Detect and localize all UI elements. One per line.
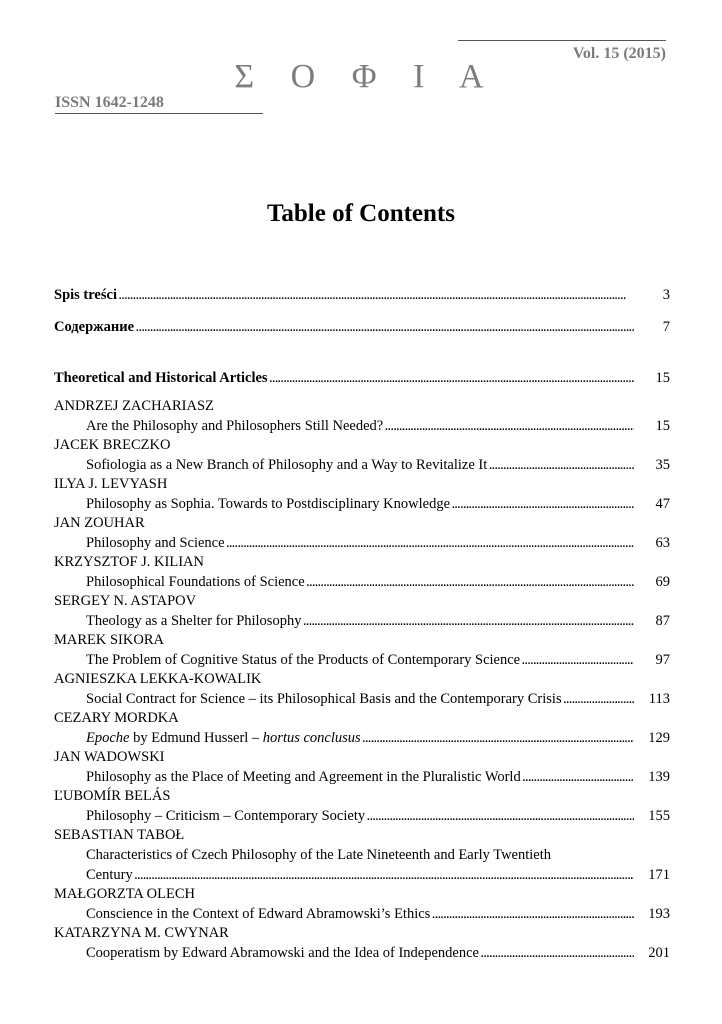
toc-entry[interactable] xyxy=(54,767,670,787)
header-rule xyxy=(458,40,666,41)
toc-entry-title: Philosophy as Sophia. Towards to Postdisciplinary Knowledge xyxy=(86,496,451,512)
toc-entry[interactable] xyxy=(54,904,670,924)
title-italic-epoche: Epoche xyxy=(86,730,130,746)
toc-entry-title: Conscience in the Context of Edward Abramowski’s Ethics xyxy=(86,906,431,922)
toc-page-number: 201 xyxy=(648,945,670,961)
title-italic-hortus: hortus conclusus xyxy=(262,730,361,746)
journal-logo: Σ Ο Φ Ι Α xyxy=(234,58,498,95)
toc-entry[interactable] xyxy=(54,416,670,436)
toc-entry[interactable] xyxy=(54,943,670,963)
toc-entry[interactable] xyxy=(54,455,670,475)
toc-entry[interactable] xyxy=(54,728,670,748)
title-middle: by Edmund Husserl – xyxy=(129,730,263,746)
toc-author: MAŁGORZTA OLECH xyxy=(54,886,196,902)
toc-entry-title: Philosophy and Science xyxy=(86,535,225,551)
toc-page-number: 63 xyxy=(655,535,670,551)
toc-author: JAN WADOWSKI xyxy=(54,749,165,765)
section-label: Theoretical and Historical Articles xyxy=(54,370,268,386)
toc-entry[interactable] xyxy=(54,865,670,885)
toc-author: KATARZYNA M. CWYNAR xyxy=(54,925,229,941)
toc-page-number: 193 xyxy=(648,906,670,922)
toc-entry-label: Содержание xyxy=(54,319,135,335)
toc-author: CEZARY MORDKA xyxy=(54,710,179,726)
page-title: Table of Contents xyxy=(267,200,455,227)
volume-label: Vol. 15 (2015) xyxy=(572,45,666,62)
toc-entry-title: Social Contract for Science – its Philosophical Basis and the Contemporary Crisis xyxy=(86,691,562,707)
toc-author: SEBASTIAN TABOŁ xyxy=(54,827,185,843)
toc-entry-title: Are the Philosophy and Philosophers Still Needed? xyxy=(86,418,384,434)
toc-entry-title: Philosophy as the Place of Meeting and Agreement in the Pluralistic World xyxy=(86,769,521,785)
toc-author: ĽUBOMÍR BELÁS xyxy=(54,788,171,804)
toc-page-number: 35 xyxy=(655,457,670,473)
toc-entry[interactable] xyxy=(54,689,670,709)
toc-entry[interactable] xyxy=(54,806,670,826)
toc-author: AGNIESZKA LEKKA-KOWALIK xyxy=(54,671,262,687)
toc-page-number: 69 xyxy=(655,574,670,590)
toc-page-number: 15 xyxy=(655,370,670,386)
toc-page-number: 47 xyxy=(655,496,670,512)
toc-author: JACEK BRECZKO xyxy=(54,437,171,453)
toc-entry-title: Theology as a Shelter for Philosophy xyxy=(86,613,302,629)
toc-entry-title-line2: Century xyxy=(86,867,133,883)
toc-author: JAN ZOUHAR xyxy=(54,515,145,531)
toc-entry[interactable] xyxy=(54,494,670,514)
toc-author: SERGEY N. ASTAPOV xyxy=(54,593,197,609)
toc-entry-title: Cooperatism by Edward Abramowski and the Idea of Independence xyxy=(86,945,479,961)
toc-author: KRZYSZTOF J. KILIAN xyxy=(54,554,204,570)
toc-page-number: 3 xyxy=(662,287,670,303)
toc-entry[interactable] xyxy=(54,572,670,592)
toc-page-number: 139 xyxy=(648,769,670,785)
toc-page-number: 7 xyxy=(662,319,670,335)
toc-section-heading[interactable] xyxy=(54,368,670,388)
toc-page-number: 171 xyxy=(648,867,670,883)
toc-page-number: 97 xyxy=(655,652,670,668)
toc-entry-title: Philosophy – Criticism – Contemporary Society xyxy=(86,808,366,824)
toc-page-number: 87 xyxy=(655,613,670,629)
toc-page-number: 155 xyxy=(648,808,670,824)
toc-entry[interactable] xyxy=(54,611,670,631)
toc-page-number: 113 xyxy=(648,691,670,707)
toc-page-number: 129 xyxy=(648,730,670,746)
toc-entry-title xyxy=(86,730,361,746)
issn-label: ISSN 1642-1248 xyxy=(55,94,263,114)
toc-entry-title: Philosophical Foundations of Science xyxy=(86,574,305,590)
toc-entry[interactable] xyxy=(54,650,670,670)
toc-author: ILYA J. LEVYASH xyxy=(54,476,168,492)
toc-entry-label: Spis treści xyxy=(54,287,117,303)
toc-entry[interactable] xyxy=(54,533,670,553)
toc-author: MAREK SIKORA xyxy=(54,632,164,648)
toc-page-number: 15 xyxy=(655,418,670,434)
toc-entry-title-line1[interactable]: Characteristics of Czech Philosophy of the Late Nineteenth and Early Twentieth xyxy=(86,847,551,863)
toc-entry-spis-tresci[interactable] xyxy=(54,285,670,305)
toc-entry-title: Sofiologia as a New Branch of Philosophy and a Way to Revitalize It xyxy=(86,457,488,473)
toc-entry-title: The Problem of Cognitive Status of the Products of Contemporary Science xyxy=(86,652,521,668)
toc-entry-soderzhanie[interactable] xyxy=(54,317,670,337)
toc-author: ANDRZEJ ZACHARIASZ xyxy=(54,398,214,414)
